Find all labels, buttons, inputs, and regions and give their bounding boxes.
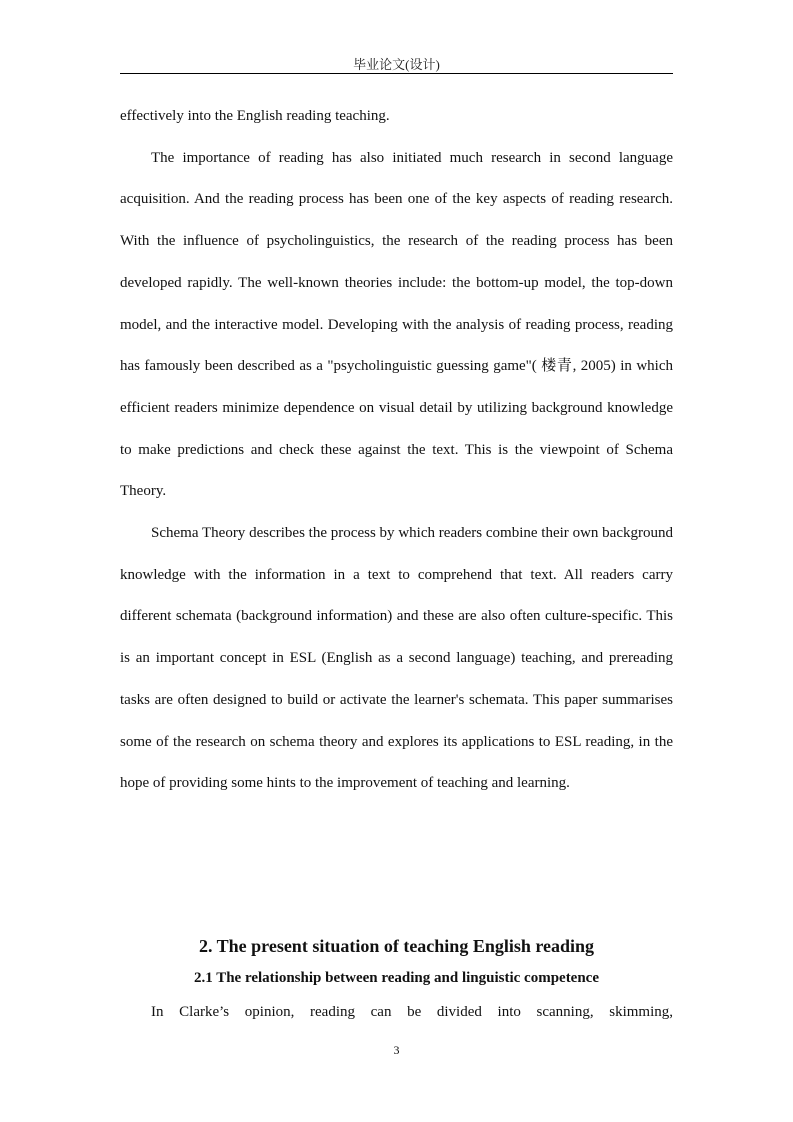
body-text [120,96,673,805]
subsection-heading: 2.1 The relationship between reading and linguistic competence [193,970,599,986]
header-divider [120,73,673,74]
page-number: 3 [393,1043,400,1057]
paragraph: The importance of reading has also initiated much research in second language acquisition. And the reading process has been one of the key aspects of reading research. With the influence of psycholinguistics, the research of the reading process has been developed rapidly. The well-known theories include: the bottom-up model, the top-down model, and the interactive model. Developing with the analysis of reading process, reading has famously been described as a "psycholinguistic guessing game"( 楼青, 2005) in which efficient readers minimize dependence on visual detail by utilizing background knowledge to make predictions and check these against the text. This is the viewpoint of Schema Theory. [120,149,673,500]
paragraph: effectively into the English reading teaching. [120,108,390,124]
paragraph: Schema Theory describes the process by which readers combine their own background knowledge with the information in a text to comprehend that text. All readers carry different schemata (background information) and these are also often culture-specific. This is an important concept in ESL (English as a second language) teaching, and prereading tasks are often designed to build or activate the learner's schemata. This paper summarises some of the research on schema theory and explores its applications to ESL reading, in the hope of providing some hints to the improvement of teaching and learning. [120,525,673,792]
section-heading: 2. The present situation of teaching English reading [198,936,595,956]
page-header: 毕业论文(设计) [353,57,440,72]
paragraph: In Clarke’s opinion, reading can be divided into scanning, skimming, [151,1004,673,1020]
